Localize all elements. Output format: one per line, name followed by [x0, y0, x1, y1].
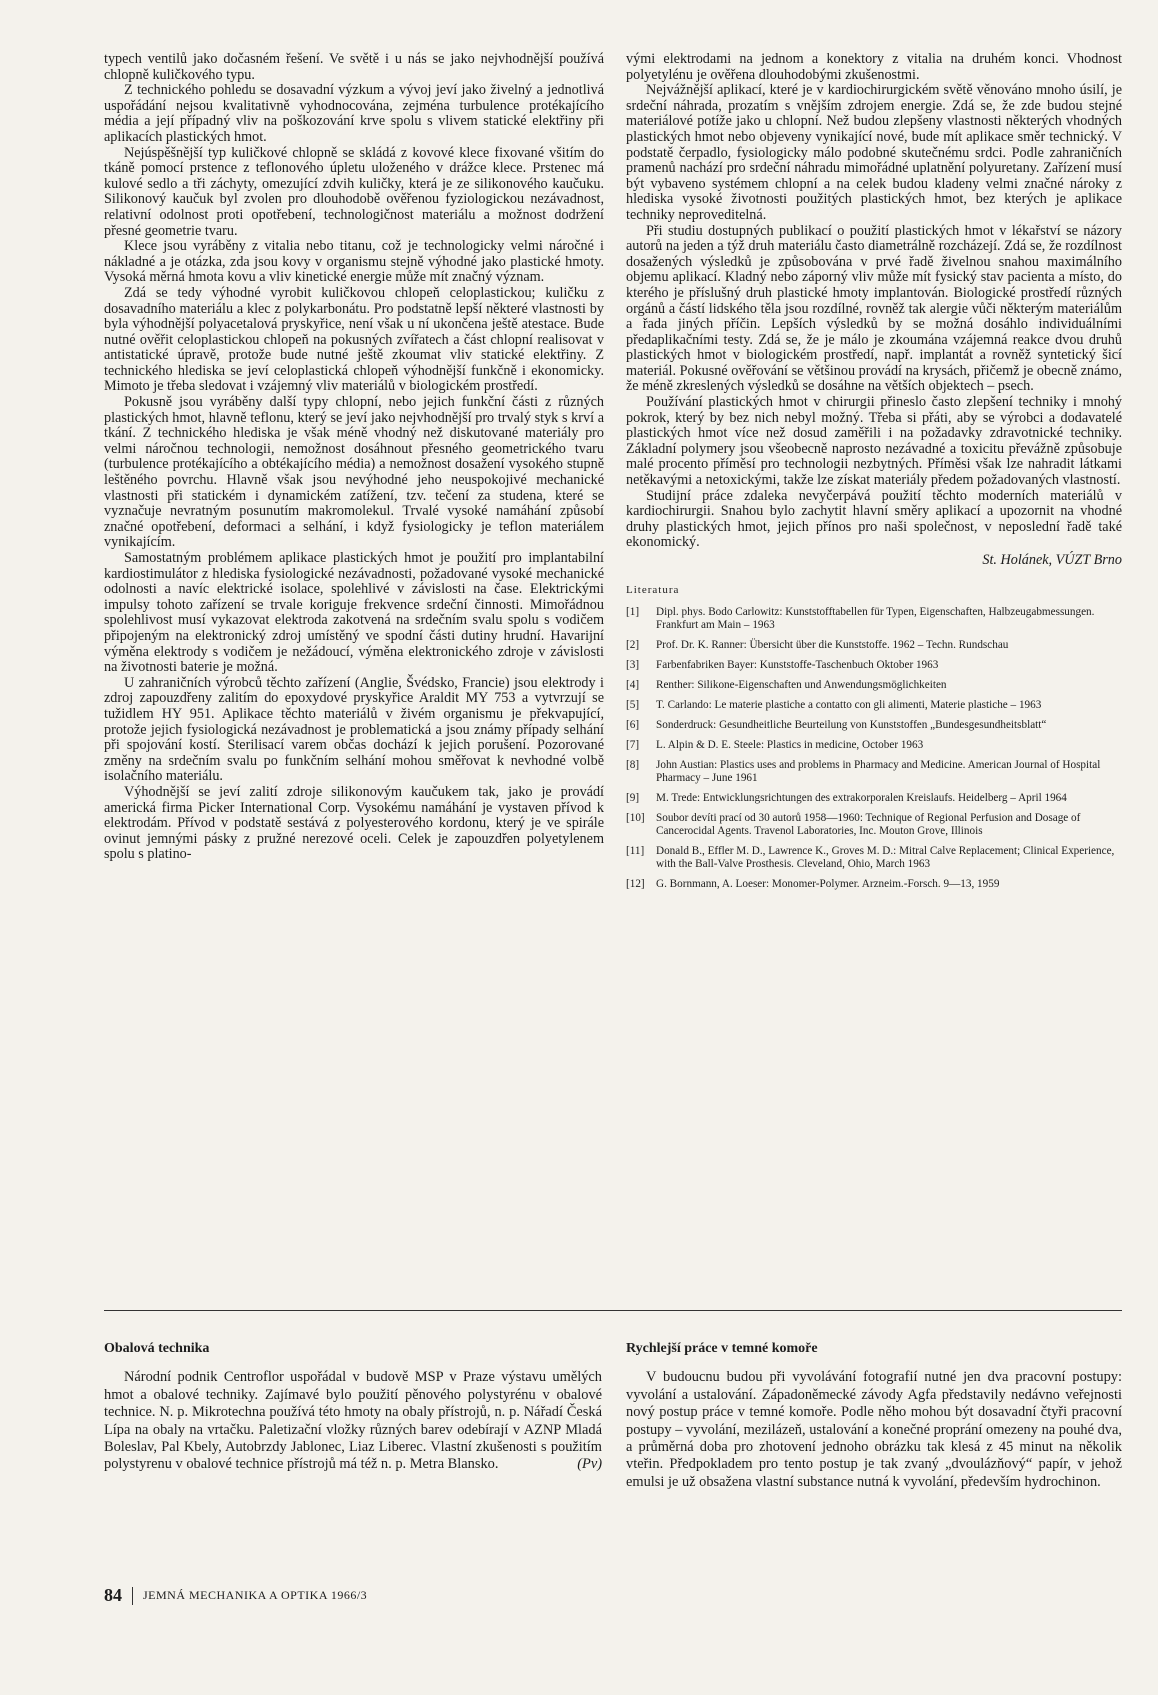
reference-text: G. Bornmann, A. Loeser: Monomer-Polymer. Arzneim.-Forsch. 9—13, 1959 [656, 878, 1000, 891]
author-signature: St. Holánek, VÚZT Brno [982, 552, 1122, 568]
article-title: Rychlejší práce v temné komoře [626, 1341, 818, 1356]
reference-text: Sonderdruck: Gesundheitliche Beurteilung von Kunststoffen „Bundesgesundheitsblatt“ [656, 719, 1047, 732]
article-temna-komora [626, 1340, 1122, 1491]
reference-text: Dipl. phys. Bodo Carlowitz: Kunststofftabellen für Typen, Eigenschaften, Halbzeugabmessungen. Frankfurt am Main – 1963 [656, 606, 1095, 632]
reference-item [626, 659, 1122, 672]
literature-heading: Literatura [626, 583, 680, 596]
paragraph: Nejúspěšnější typ kuličkové chlopně se skládá z kovové klece fixované všitím do tkáně pomocí prstence z teflonového úpletu uloženého v drážce klece. Prstenec má kulové sedlo a tři záchyty, omezující zdvih kuličky, která je ze silikonového kaučuku. Silikonový kaučuk byl zvolen pro dlouhodobě ověřenou fyziologickou nezávadnost, relativní odolnost proti opotřebení, technologičnost materiálu a možnost dodržení přesné geometrie tvaru. [104, 144, 604, 239]
left-column [104, 52, 604, 863]
reference-text: Soubor devíti prací od 30 autorů 1958—1960: Technique of Regional Perfusion and Dosage of Cancerocidal Agents. Travenol Laboratories, Inc. Mouton Grove, Illinois [656, 812, 1081, 838]
reference-text: John Austian: Plastics uses and problems in Pharmacy and Medicine. American Journal of Hospital Pharmacy – June 1961 [656, 759, 1101, 785]
reference-number: [1] [626, 606, 640, 619]
reference-item [626, 699, 1122, 712]
article-body: Národní podnik Centroflor uspořádal v budově MSP v Praze výstavu umělých hmot a obalové techniky. Zajímavé bylo použití pěnového polystyrénu v obalové technice. N. p. Mikrotechna používá této hmoty na obaly přístrojů, n. p. Nářadí Česká Lípa na obaly na vrtačku. Paletizační vložky různých barev odebírají v AZNP Mladá Boleslav, Pal Kbely, Autobrzdy Jablonec, Liaz Liberec. Vlastní zkušenosti s použitím polystyrenu v obalové technice přístrojů má též n. p. Metra Blansko. [104, 1369, 602, 1473]
article-text: V budoucnu budou při vyvolávání fotografií nutné jen dva pracovní postupy: vyvolání a ustalování. Západoněmecké závody Agfa představily nedávno veřejnosti nový postup práce v temné komoře. Podle něho mohou být dosavadní čtyři pracovní postupy – vyvolání, mezilázeň, ustalování a konečné proprání omezeny na pouhé dva, a průměrná doba pro zhotovení jednoho obrázku tak klesá z 45 minut na několik vteřin. Předpokladem pro tento postup je tak zvaný „dvoulázňový“ papír, v jehož emulsi je už obsažena vlastní substance nutná k vyvolání, především hydrochinon. [626, 1369, 1122, 1490]
reference-list [626, 606, 1122, 891]
article-obalova-technika [104, 1340, 602, 1474]
journal-title: JEMNÁ MECHANIKA A OPTIKA 1966/3 [143, 1588, 368, 1602]
paragraph: Při studiu dostupných publikací o použití plastických hmot v lékařství se názory autorů na jeden a týž druh materiálu často diametrálně rozcházejí. Zdá se, že rozdílnost dosažených výsledků je způsobována v prvé řadě živelnou snahou maximálního objemu aplikací. Kladný nebo záporný vliv může mít fysický stav pacienta a místo, do kterého je příslušný druh plastické hmoty implantován. Biologické prostředí různých orgánů a částí lidského těla jsou rozdílné, rovněž tak alergie vůči některým materiálům a řada jiných příčin. Lepších výsledků by se možná dosáhlo individuálními předaplikačními testy. Zdá se, že je málo je zkoumána vzájemná reakce dvou druhů plastických hmot v biologickém prostředí, např. implantát a rovněž syntetický šicí materiál. Pokusné ověřování se většinou provádí na krysách, přičemž je obecně známo, že méně zkreslených výsledků se dosáhne na větších objektech – psech. [626, 222, 1122, 395]
reference-number: [6] [626, 719, 640, 732]
reference-number: [2] [626, 639, 640, 652]
reference-number: [9] [626, 792, 640, 805]
reference-item [626, 812, 1122, 838]
reference-number: [3] [626, 659, 640, 672]
reference-number: [4] [626, 679, 640, 692]
reference-item [626, 878, 1122, 891]
paragraph: Pokusně jsou vyráběny další typy chlopní, nebo jejich funkční části z různých plastických hmot, hlavně teflonu, který se jeví jako nejvhodnější pro trvalý styk s krví a tkání. Z technického hlediska je však méně vhodný než diskutované materiály pro velmi náročnou technologii, nemožnost dosáhnout přesného geometrického tvaru (turbulence protékajícího a obtékajícího média) a nemožnost dosažení vysokého stupně leštěného povrchu. Hlavně však jsou nevýhodné jeho neuspokojivé mechanické vlastnosti při statickém i dynamickém zatížení, tzv. tečení za studena, které se vyznačuje nevratným posunutím makromolekul. Trvalé vysoké namáhání způsobí značné opotřebení, deformaci a selhání, i když fysiologicky je teflon materiálem vynikajícím. [104, 394, 604, 551]
reference-item [626, 759, 1122, 785]
reference-item [626, 639, 1122, 652]
reference-text: Renther: Silikone-Eigenschaften und Anwendungsmöglichkeiten [656, 679, 947, 692]
reference-number: [7] [626, 739, 640, 752]
paragraph: vými elektrodami na jednom a konektory z vitalia na druhém konci. Vhodnost polyetylénu je ověřena dlouhodobými zkušenostmi. [626, 51, 1122, 83]
reference-text: T. Carlando: Le materie plastiche a contatto con gli alimenti, Materie plastiche – 1963 [656, 699, 1042, 712]
article-text [104, 1369, 602, 1473]
reference-number: [11] [626, 845, 645, 858]
paragraph: U zahraničních výrobců těchto zařízení (Anglie, Švédsko, Francie) jsou elektrody i zdroj zapouzdřeny zalitím do epoxydové pryskyřice Araldit MY 753 a vytvrzují se tužidlem HY 951. Aplikace těchto materiálů v živém organismu je překvapující, protože jejich fysiologická nezávadnost je problematická a jsou známy případy selhání při spojování kostí. Sterilisací varem občas dochází k jejich porušení. Pozorované změny na srdečním svalu po funkčním selhání mohou směřovat k nevhodné volbě isolačního materiálu. [104, 674, 604, 785]
paragraph: typech ventilů jako dočasném řešení. Ve světě i u nás se jako nejvhodnější používá chlopně kuličkového typu. [104, 51, 604, 83]
paragraph: Samostatným problémem aplikace plastických hmot je použití pro implantabilní kardiostimulátor z hlediska fysiologické nezávadnosti, požadované vysoké mechanické odolnosti a navíc elektrické isolace, spolehlivé v závislosti na čase. Elektrickými impulsy tohoto zařízení se trvale koriguje frekvence srdeční činnosti. Mimořádnou spolehlivost musí vykazovat elektroda zakotvená na srdečním svalu spolu s vodičem připojeným na elektronický zdroj umístěný ve spodní části dutiny hrudní. Havarijní výměna elektrody s vodičem je nežádoucí, výměna elektronického zdroje v závislosti na životnosti baterie je možná. [104, 550, 604, 676]
paragraph: Z technického pohledu se dosavadní výzkum a vývoj jeví jako živelný a jednotlivá uspořádání nejsou kvalitativně vyhodnocována, zejména turbulence protékajícího média a její případný vliv na poškozování krve spolu s vlivem statické elektřiny při aplikacích plastických hmot. [104, 82, 604, 145]
paragraph: Studijní práce zdaleka nevyčerpává použití těchto moderních materiálů v kardiochirurgii. Snahou bylo zachytit hlavní směry aplikací a upozornit na vhodné druhy plastických hmot, jejich přínos pro naši společnost, v neposlední řadě také ekonomický. [626, 487, 1122, 551]
page-footer [104, 1585, 367, 1606]
reference-number: [10] [626, 812, 645, 825]
reference-text: Donald B., Effler M. D., Lawrence K., Groves M. D.: Mitral Calve Replacement; Clinical Experience, with the Ball-Valve Prosthesis. Cleveland, Ohio, March 1963 [656, 845, 1115, 871]
reference-number: [8] [626, 759, 640, 772]
reference-number: [5] [626, 699, 640, 712]
page-number: 84 [104, 1585, 122, 1605]
paragraph: Zdá se tedy výhodné vyrobit kuličkovou chlopeň celoplastickou; kuličku z dosavadního materiálu a klec z polykarbonátu. Pro podstatně lepší některé vlastnosti by byla výhodnější polyacetalová pryskyřice, není však u ní ukončena ještě atestace. Bude nutné ověřit celoplastickou chlopeň na pokusných zvířatech a část chlopní realisovat v antistatické úpravě, protože bude nutné ještě zkoumat vliv statické elektřiny. Z technického hlediska se jeví celoplastická chlopeň výhodnější funkčně i ekonomicky. Mimoto je třeba sledovat i vzájemný vliv materiálů v biologickém prostředí. [104, 284, 604, 395]
reference-item [626, 606, 1122, 632]
reference-text: M. Trede: Entwicklungsrichtungen des extrakorporalen Kreislaufs. Heidelberg – April 1964 [656, 792, 1067, 805]
right-column [626, 52, 1122, 898]
paragraph: Nejvážnější aplikací, které je v kardiochirurgickém světě věnováno mnoho úsilí, je srdeční náhrada, prozatím s vnějším zdrojem energie. Zdá se, že zde budou stejné materiálové potíže jako u chlopní. Než budou zlepšeny vlastnosti některých vhodných plastických hmot nebo objeveny vynikající nové, bude mít aplikace směr technický. V podstatě čerpadlo, fysiologicky málo podobné skutečnému srdci. Podle zahraničních pramenů nachází pro srdeční náhradu mimořádné uplatnění polyuretany. Zařízení musí být vybaveno systémem chlopní a na celek budou kladeny velmi značné nároky z hlediska vysoké životnosti použitých plastických hmot, bez kterých je aplikace techniky neproveditelná. [626, 82, 1122, 223]
reference-item [626, 845, 1122, 871]
reference-item [626, 792, 1122, 805]
reference-item [626, 739, 1122, 752]
paragraph: Klece jsou vyráběny z vitalia nebo titanu, což je technologicky velmi náročné i nákladné a je otázka, zda jsou kovy v organismu stejně výhodné jako plastické hmoty. Vysoká měrná hmota kovu a vliv kinetické energie může mít značný význam. [104, 238, 604, 286]
reference-item [626, 679, 1122, 692]
reference-item [626, 719, 1122, 732]
section-divider [104, 1310, 1122, 1311]
footer-separator [132, 1587, 133, 1605]
article-title: Obalová technika [104, 1341, 210, 1356]
reference-number: [12] [626, 878, 645, 891]
reference-text: Farbenfabriken Bayer: Kunststoffe-Taschenbuch Oktober 1963 [656, 659, 939, 672]
paragraph: Používání plastických hmot v chirurgii přineslo často zlepšení techniky i mnohý pokrok, který by bez nich nebyl možný. Třeba si přáti, aby se výrobci a dodavatelé plastických hmot více než dosud zaměřili i na požadavky zdravotnické techniky. Základní polymery jsou všeobecně naprosto nezávadné a toxicitu převážně způsobuje malé procento příměsí pro technologii nezbytných. Příměsi však lze nahradit látkami netěkavými a netoxickými, takže lze získat materiály předem požadovaných vlastností. [626, 394, 1122, 489]
reference-text: L. Alpin & D. E. Steele: Plastics in medicine, October 1963 [656, 739, 924, 752]
author-credit: (Pv) [577, 1456, 602, 1473]
reference-text: Prof. Dr. K. Ranner: Übersicht über die Kunststoffe. 1962 – Techn. Rundschau [656, 639, 1009, 652]
paragraph: Výhodnější se jeví zalití zdroje silikonovým kaučukem tak, jako je provádí americká firma Picker International Corp. Vysokému namáhání je vystaven přívod k elektrodám. Přívod v podstatě sestává z polyesterového kordonu, který je ve spirále ovinut jemnými pásky z pružné nerezové oceli. Celek je zapouzdřen polyetylenem spolu s platino- [104, 783, 604, 863]
